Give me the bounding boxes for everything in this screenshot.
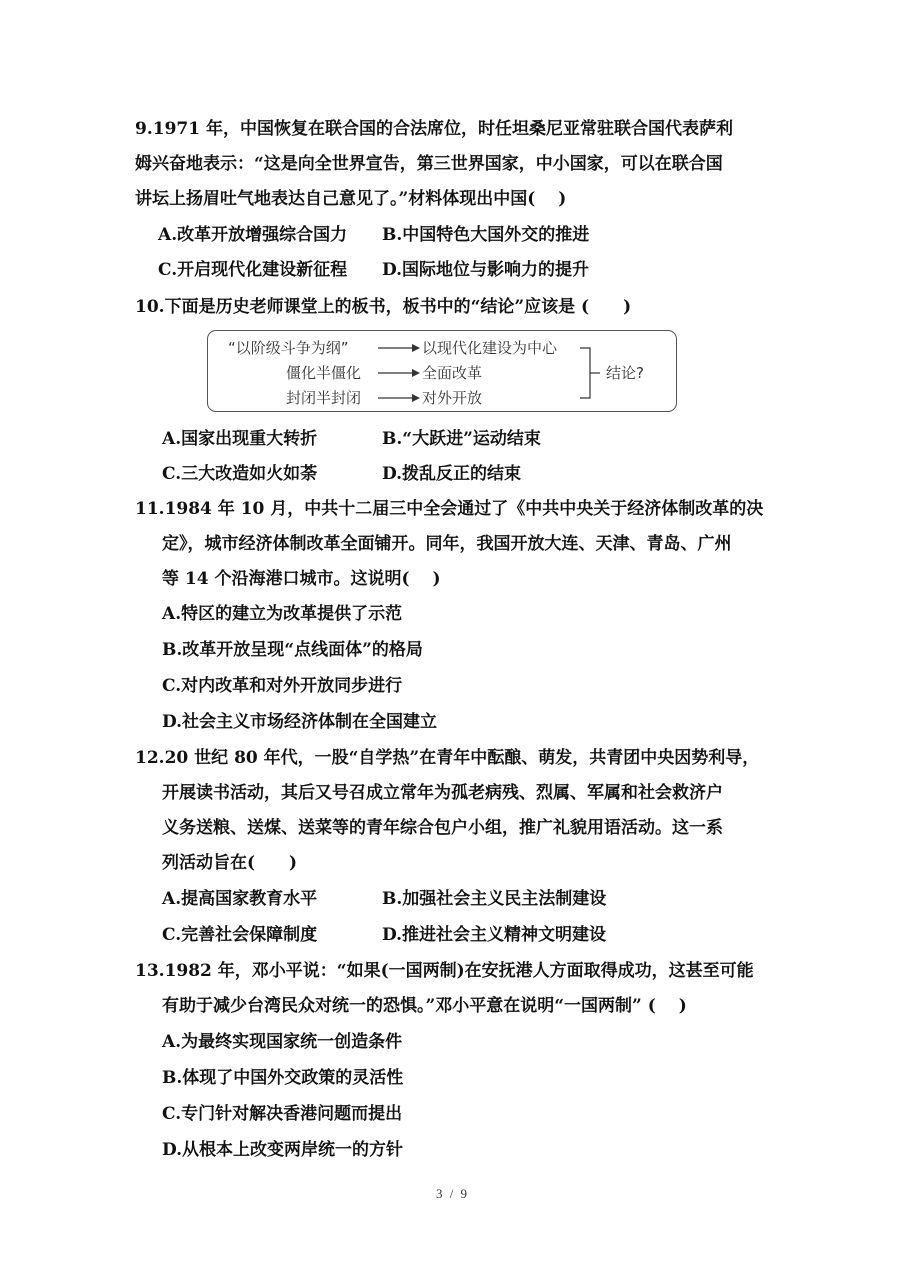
diagram-right-1: 以现代化建设为中心 bbox=[422, 339, 558, 357]
q12-option-a: A.提高国家教育水平 bbox=[162, 889, 318, 909]
q11-option-a: A.特区的建立为改革提供了示范 bbox=[162, 604, 403, 624]
diagram-left-2: 僵化半僵化 bbox=[286, 364, 362, 382]
q9-option-a: A.改革开放增强综合国力 bbox=[158, 225, 348, 245]
bracket bbox=[580, 348, 590, 398]
q9-option-c: C.开启现代化建设新征程 bbox=[158, 260, 348, 280]
q13-option-a: A.为最终实现国家统一创造条件 bbox=[162, 1032, 403, 1052]
q12-stem-line-2: 开展读书活动，其后又号召成立常年为孤老病残、烈属、军属和社会救济户 bbox=[162, 783, 723, 803]
q11-stem-line-3: 等 14 个沿海港口城市。这说明( ) bbox=[162, 569, 441, 589]
q13-stem-line-1: 13.1982 年，邓小平说：“如果(一国两制)在安抚港人方面取得成功，这甚至可能 bbox=[135, 961, 754, 981]
q10-option-d: D.拨乱反正的结束 bbox=[382, 464, 522, 484]
q12-stem-line-3: 义务送粮、送煤、送菜等的青年综合包户小组，推广礼貌用语活动。这一系 bbox=[162, 818, 723, 838]
q11-stem-line-2: 定》，城市经济体制改革全面铺开。同年，我国开放大连、天津、青岛、广州 bbox=[162, 534, 732, 554]
q13-option-d: D.从根本上改变两岸统一的方针 bbox=[162, 1140, 404, 1160]
diagram-conclusion: 结论? bbox=[606, 364, 644, 382]
arrowhead-1 bbox=[412, 344, 420, 352]
q10-option-c: C.三大改造如火如荼 bbox=[162, 464, 318, 484]
q13-option-b: B.体现了中国外交政策的灵活性 bbox=[162, 1068, 404, 1088]
q9-option-d: D.国际地位与影响力的提升 bbox=[382, 260, 590, 280]
q9-stem-line-1: 9.1971 年，中国恢复在联合国的合法席位，时任坦桑尼亚常驻联合国代表萨利 bbox=[135, 119, 733, 139]
arrowhead-3 bbox=[412, 394, 420, 402]
diagram-right-2: 全面改革 bbox=[422, 364, 483, 382]
q12-stem-line-4: 列活动旨在( ) bbox=[162, 853, 298, 873]
q11-option-b: B.改革开放呈现“点线面体”的格局 bbox=[162, 640, 423, 660]
diagram-right-3: 对外开放 bbox=[422, 389, 483, 407]
q11-option-d: D.社会主义市场经济体制在全国建立 bbox=[162, 712, 438, 732]
q12-stem-line-1: 12.20 世纪 80 年代，一股“自学热”在青年中酝酿、萌发，共青团中央因势利导， bbox=[135, 748, 760, 768]
q11-option-c: C.对内改革和对外开放同步进行 bbox=[162, 676, 403, 696]
arrowhead-2 bbox=[412, 369, 420, 377]
q10-stem-line-1: 10.下面是历史老师课堂上的板书，板书中的“结论”应该是 ( ) bbox=[135, 297, 632, 317]
q9-stem-line-2: 姆兴奋地表示：“这是向全世界宣告，第三世界国家，中小国家，可以在联合国 bbox=[135, 154, 723, 174]
q12-option-c: C.完善社会保障制度 bbox=[162, 925, 318, 945]
q10-option-b: B.“大跃进”运动结束 bbox=[382, 429, 541, 449]
q13-stem-line-2: 有助于减少台湾民众对统一的恐惧。”邓小平意在说明“一国两制” ( ) bbox=[162, 996, 687, 1016]
q9-stem-line-3: 讲坛上扬眉吐气地表达自己意见了。”材料体现出中国( ) bbox=[135, 189, 567, 209]
q13-option-c: C.专门针对解决香港问题而提出 bbox=[162, 1104, 403, 1124]
q11-stem-line-1: 11.1984 年 10 月，中共十二届三中全会通过了《中共中央关于经济体制改革的决 bbox=[135, 499, 764, 519]
blackboard-diagram bbox=[207, 330, 677, 412]
page-number: 3 / 9 bbox=[435, 1186, 470, 1201]
diagram-left-3: 封闭半封闭 bbox=[286, 389, 362, 407]
q12-option-d: D.推进社会主义精神文明建设 bbox=[382, 925, 607, 945]
q12-option-b: B.加强社会主义民主法制建设 bbox=[382, 889, 607, 909]
q10-option-a: A.国家出现重大转折 bbox=[162, 429, 318, 449]
q9-option-b: B.中国特色大国外交的推进 bbox=[382, 225, 590, 245]
diagram-left-1: “以阶级斗争为纲” bbox=[228, 339, 349, 357]
